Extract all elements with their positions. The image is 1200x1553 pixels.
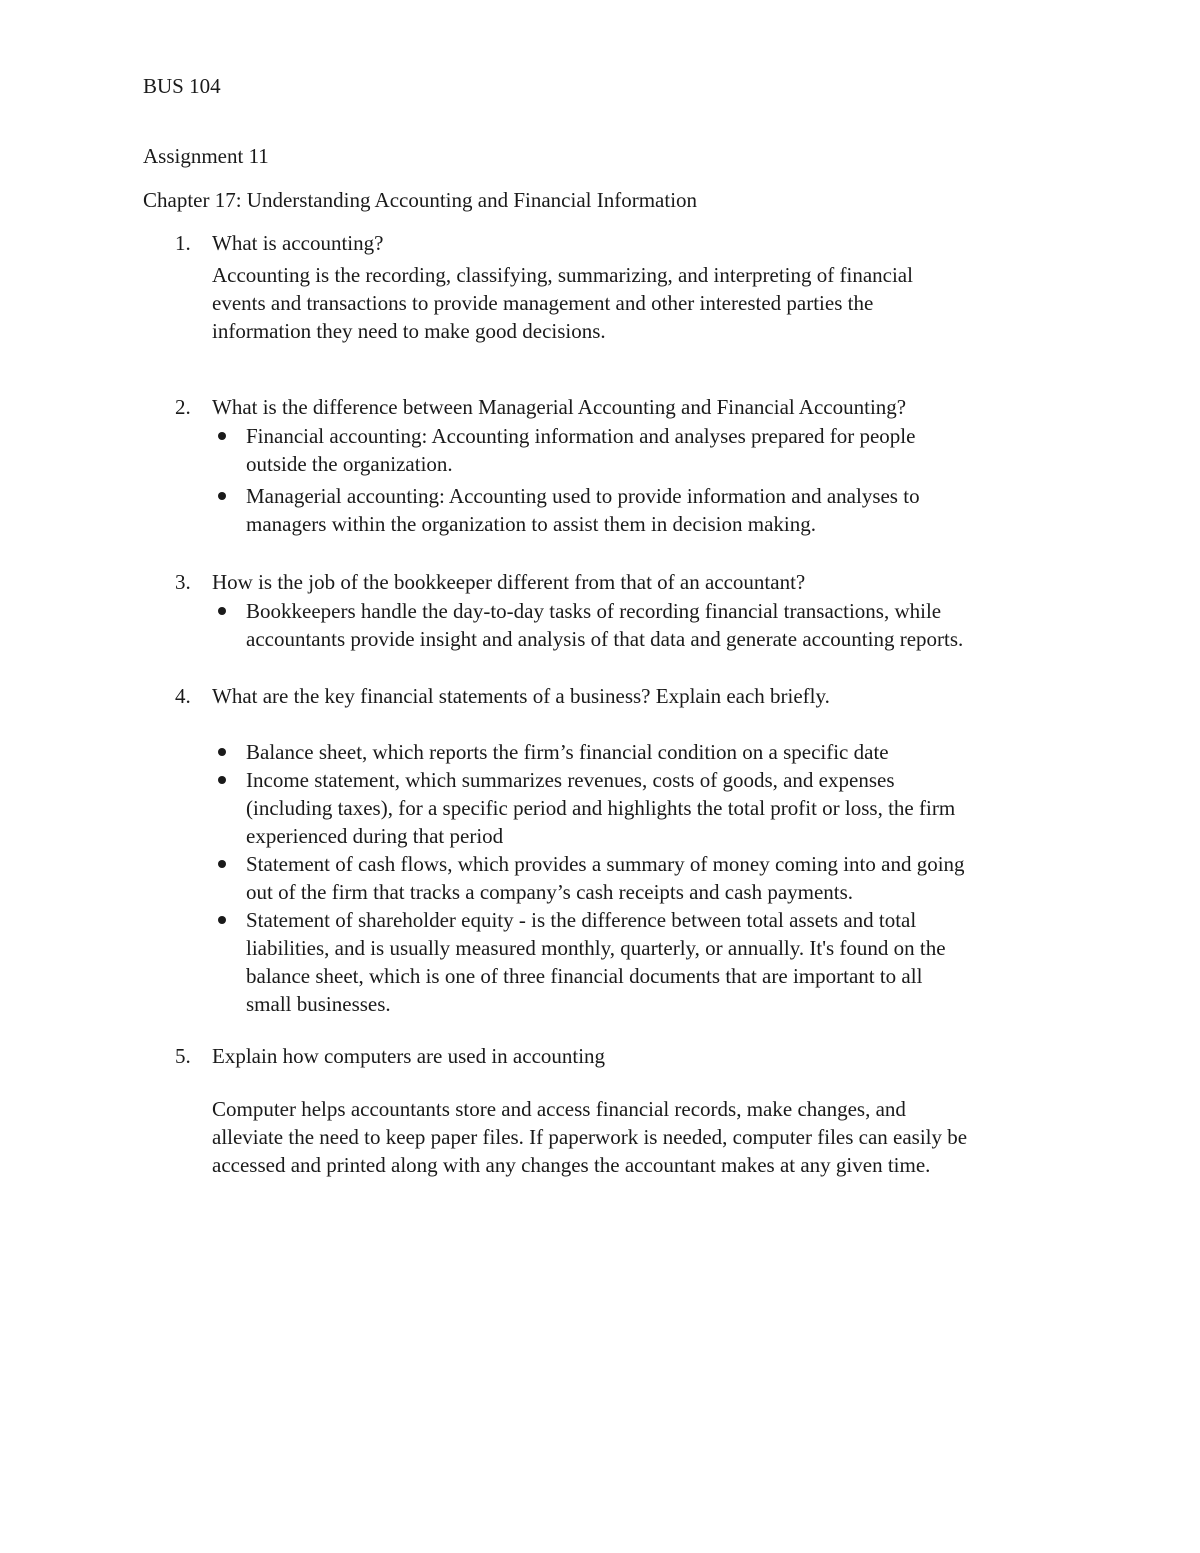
bullet-item: Statement of shareholder equity - is the difference between total assets and total liabilities, and is usually measured monthly, quarterly, or annually. It's found on the balance sheet, which is one of three financial documents that are important to all small businesses.: [212, 906, 1092, 1018]
answer-1: [212, 261, 1072, 345]
answer-3-bullets: [212, 597, 1092, 653]
question-text: What is the difference between Managerial Accounting and Financial Accounting?: [212, 395, 907, 419]
answer-line: Accounting is the recording, classifying, summarizing, and interpreting of financial: [212, 263, 913, 287]
answer-line: Computer helps accountants store and access financial records, make changes, and: [212, 1097, 906, 1121]
answer-2-bullets: [212, 422, 1092, 538]
bullet-item: Balance sheet, which reports the firm’s financial condition on a specific date: [212, 738, 1092, 766]
bullet-item: Financial accounting: Accounting information and analyses prepared for people outside the organization.: [212, 422, 1092, 478]
bullet-icon: [218, 860, 226, 868]
question-number: 1.: [175, 231, 191, 255]
question-text: What is accounting?: [212, 231, 384, 255]
bullet-item: Statement of cash flows, which provides a summary of money coming into and going out of the firm that tracks a company’s cash receipts and cash payments.: [212, 850, 1092, 906]
answer-line: alleviate the need to keep paper files. If paperwork is needed, computer files can easily be: [212, 1125, 968, 1149]
answer-line: information they need to make good decisions.: [212, 319, 606, 343]
question-text: Explain how computers are used in accounting: [212, 1044, 606, 1068]
bullet-icon: [218, 748, 226, 756]
answer-line: accessed and printed along with any changes the accountant makes at any given time.: [212, 1153, 931, 1177]
question-number: 2.: [175, 395, 191, 419]
question-text: What are the key financial statements of a business? Explain each briefly.: [212, 684, 830, 708]
chapter-title: Chapter 17: Understanding Accounting and Financial Information: [143, 188, 698, 212]
bullet-icon: [218, 492, 226, 500]
bullet-icon: [218, 607, 226, 615]
bullet-icon: [218, 776, 226, 784]
bullet-item: Bookkeepers handle the day-to-day tasks of recording financial transactions, while accountants provide insight and analysis of that data and generate accounting reports.: [212, 597, 1092, 653]
course-code: BUS 104: [143, 74, 221, 98]
assignment-title: Assignment 11: [143, 144, 269, 168]
bullet-item: Income statement, which summarizes revenues, costs of goods, and expenses (including taxes), for a specific period and highlights the total profit or loss, the firm experienced during that period: [212, 766, 1092, 850]
question-number: 3.: [175, 570, 191, 594]
question-number: 5.: [175, 1044, 191, 1068]
question-number: 4.: [175, 684, 191, 708]
bullet-icon: [218, 432, 226, 440]
answer-line: events and transactions to provide management and other interested parties the: [212, 291, 874, 315]
answer-4-bullets: [212, 738, 1092, 1018]
question-text: How is the job of the bookkeeper different from that of an accountant?: [212, 570, 806, 594]
answer-5: [212, 1095, 1072, 1179]
bullet-icon: [218, 916, 226, 924]
bullet-item: Managerial accounting: Accounting used to provide information and analyses to managers within the organization to assist them in decision making.: [212, 482, 1092, 538]
